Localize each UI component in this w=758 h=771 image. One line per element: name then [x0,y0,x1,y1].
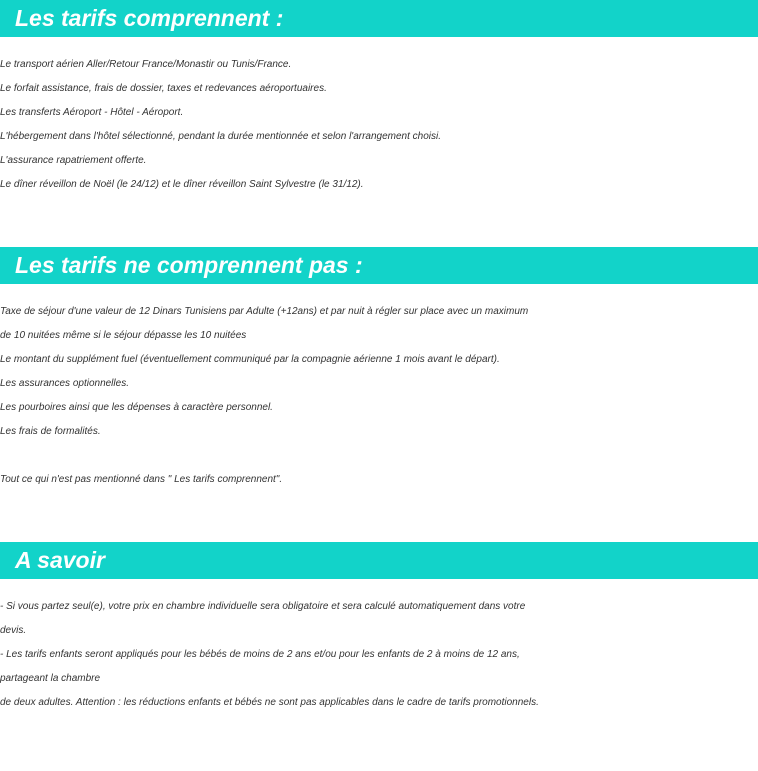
included-item: Le forfait assistance, frais de dossier, taxes et redevances aéroportuaires. [0,83,327,94]
not-included-item: de 10 nuitées même si le séjour dépasse les 10 nuitées [0,330,247,341]
included-item: L'hébergement dans l'hôtel sélectionné, pendant la durée mentionnée et selon l'arrangement choisi. [0,131,442,142]
not-included-item: Taxe de séjour d'une valeur de 12 Dinars Tunisiens par Adulte (+12ans) et par nuit à régler sur place avec un maximum [0,306,529,317]
section-title-included: Les tarifs comprennent : [15,5,284,31]
not-included-item: Le montant du supplément fuel (éventuellement communiqué par la compagnie aérienne 1 mois avant le départ). [0,354,500,365]
not-included-item: Les pourboires ainsi que les dépenses à caractère personnel. [0,402,273,413]
not-included-item: Les assurances optionnelles. [0,378,129,389]
section-header-good-to-know [0,542,758,579]
included-item: Le dîner réveillon de Noël (le 24/12) et le dîner réveillon Saint Sylvestre (le 31/12). [0,179,364,190]
included-item: Les transferts Aéroport - Hôtel - Aéroport. [0,107,184,118]
info-item: - Si vous partez seul(e), votre prix en chambre individuelle sera obligatoire et sera calculé automatiquement dans votre [0,601,526,612]
section-header-not-included [0,247,758,284]
info-item: de deux adultes. Attention : les réductions enfants et bébés ne sont pas applicables dans le cadre de tarifs promotionnels. [0,697,539,708]
info-item: devis. [0,625,27,636]
not-included-note: Tout ce qui n'est pas mentionné dans " Les tarifs comprennent". [0,474,283,485]
section-title-good-to-know: A savoir [15,547,105,573]
not-included-item: Les frais de formalités. [0,426,101,437]
included-item: Le transport aérien Aller/Retour France/Monastir ou Tunis/France. [0,59,292,70]
info-item: - Les tarifs enfants seront appliqués pour les bébés de moins de 2 ans et/ou pour les enfants de 2 à moins de 12 ans, [0,649,520,660]
info-item: partageant la chambre [0,673,101,684]
included-item: L'assurance rapatriement offerte. [0,155,147,166]
section-title-not-included: Les tarifs ne comprennent pas : [15,252,363,278]
section-header-included [0,0,758,37]
